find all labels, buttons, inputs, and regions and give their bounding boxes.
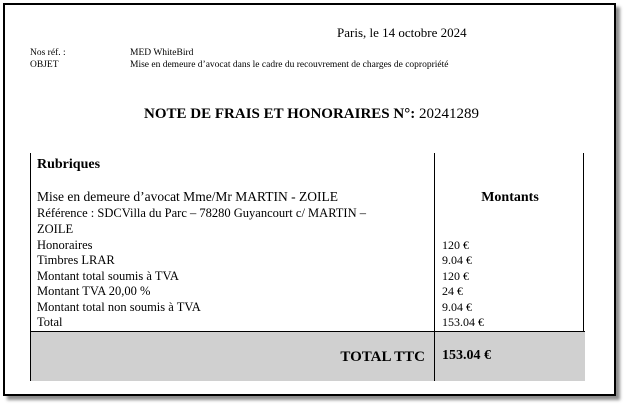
total-ttc-amount: 153.04 € [442,348,491,363]
fee-amount-total: 153.04 € [442,315,484,329]
description-line: Référence : SDCVilla du Parc – 78280 Guyancourt c/ MARTIN – [37,206,366,220]
document-date: Paris, le 14 octobre 2024 [337,25,467,40]
object-value: Mise en demeure d’avocat dans le cadre du recouvrement de charges de copropriété [130,60,449,70]
fees-table [30,153,584,381]
object-row [30,59,448,71]
invoice-number: 20241289 [418,106,479,122]
document-title [5,106,618,123]
rubriques-header: Rubriques [37,157,101,172]
reference-row [30,47,448,59]
fee-amount-soumis-tva: 120 € [442,269,469,283]
case-description [37,189,417,237]
fee-amount-non-soumis-tva: 9.04 € [442,300,472,314]
fee-label-honoraires: Honoraires [37,238,93,252]
object-key: OBJET [30,60,59,70]
total-ttc-band [31,332,585,381]
total-ttc-label: TOTAL TTC [340,349,425,365]
fee-amount-timbres: 9.04 € [442,253,472,267]
fee-label-non-soumis-tva: Montant total non soumis à TVA [37,300,201,314]
column-divider [434,153,435,381]
fee-label-timbres: Timbres LRAR [37,253,115,267]
reference-value: MED WhiteBird [130,48,194,58]
description-line: ZOILE [37,222,74,236]
fee-label-soumis-tva: Montant total soumis à TVA [37,269,179,283]
fee-amount-montant-tva: 24 € [442,284,463,298]
fee-amount-honoraires: 120 € [442,238,469,252]
title-label: NOTE DE FRAIS ET HONORAIRES N°: [144,106,416,122]
fee-label-montant-tva: Montant TVA 20,00 % [37,284,151,298]
reference-key: Nos réf. : [30,48,66,58]
description-line: Mise en demeure d’avocat Mme/Mr MARTIN - ZOILE [37,189,338,204]
references-block [30,47,448,71]
fee-label-total: Total [37,315,63,329]
document-page [3,3,616,396]
montants-header: Montants [481,190,539,205]
